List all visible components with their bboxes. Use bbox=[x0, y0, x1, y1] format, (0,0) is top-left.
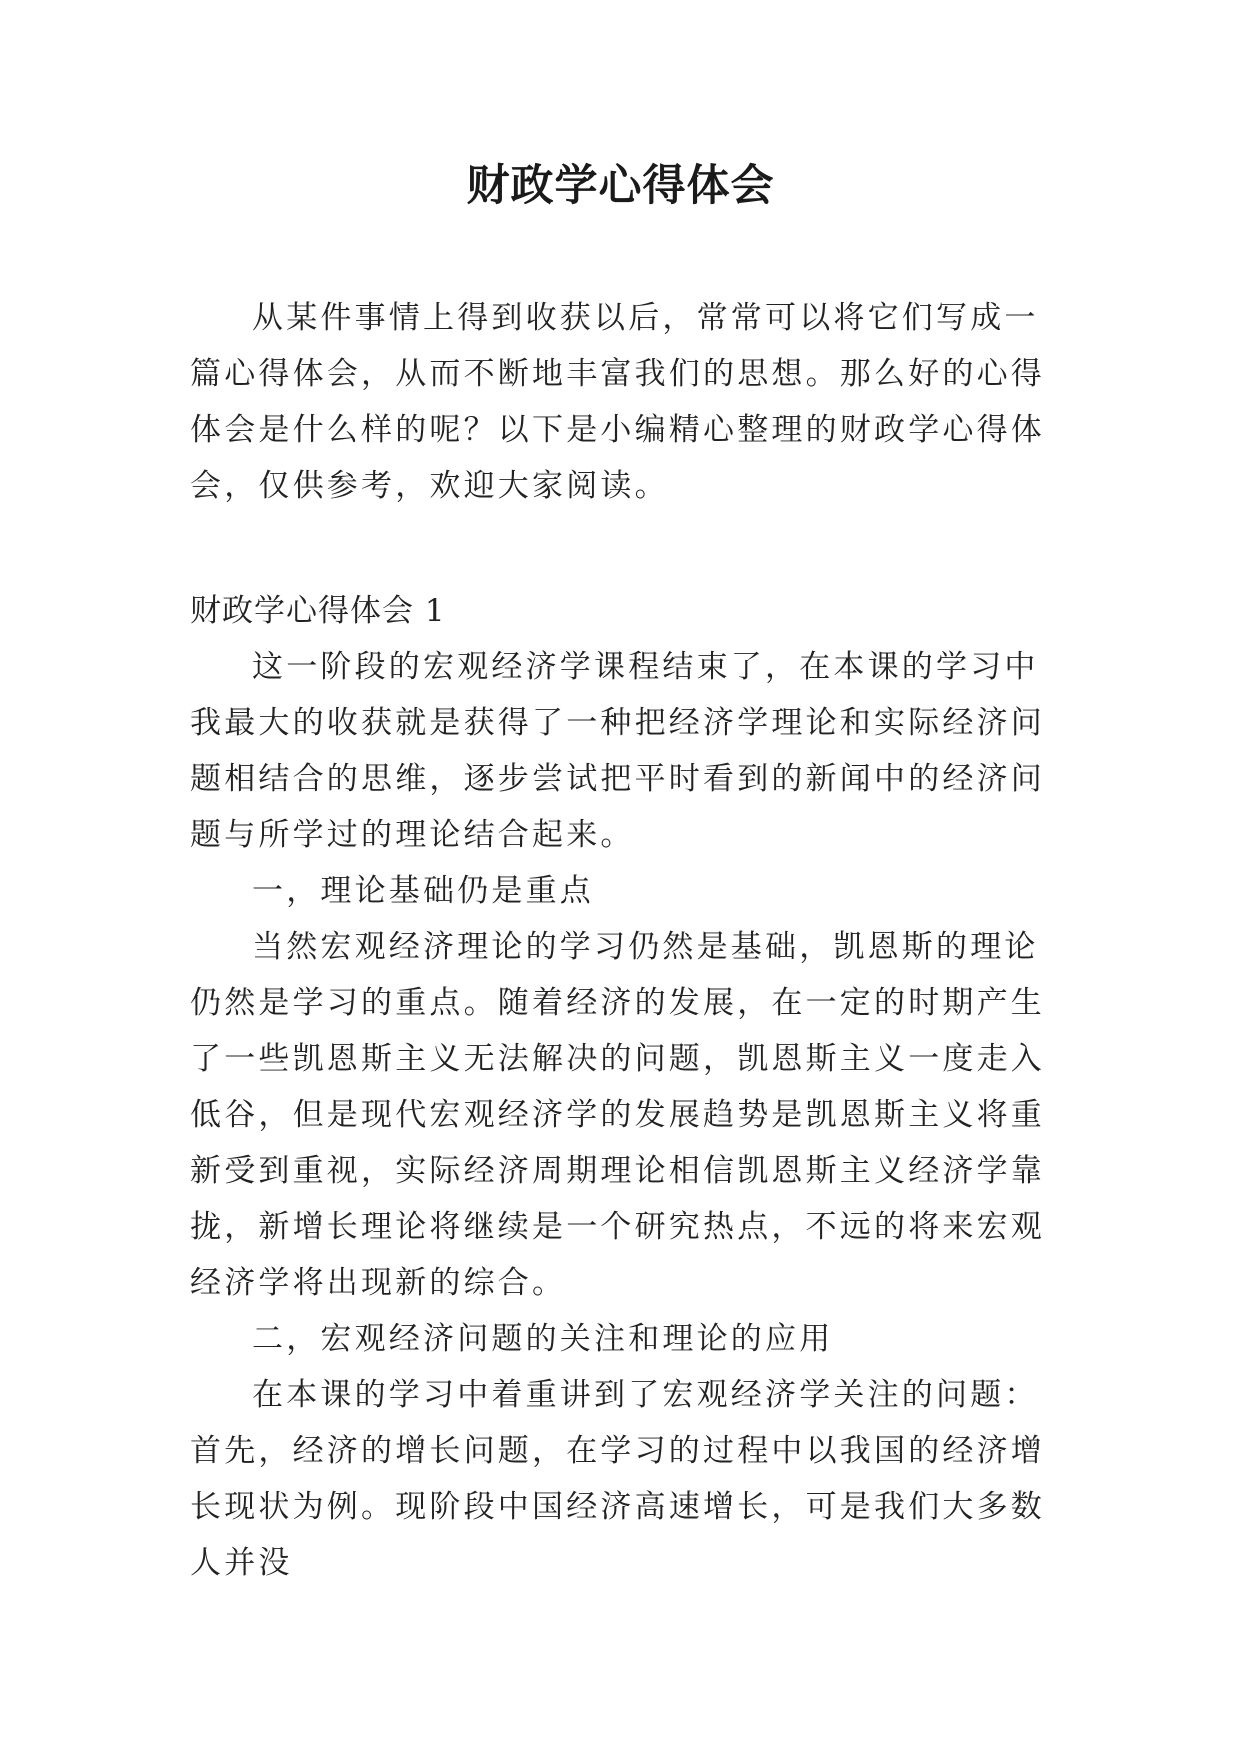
paragraph: 这一阶段的宏观经济学课程结束了，在本课的学习中我最大的收获就是获得了一种把经济学理论和实际经济问题相结合的思维，逐步尝试把平时看到的新闻中的经济问题与所学过的理论结合起来。 bbox=[190, 649, 1045, 853]
paragraph: 在本课的学习中着重讲到了宏观经济学关注的问题：首先，经济的增长问题，在学习的过程中以我国的经济增长现状为例。现阶段中国经济高速增长，可是我们大多数人并没 bbox=[190, 1377, 1045, 1581]
document-title: 财政学心得体会 bbox=[466, 161, 775, 211]
intro-text: 从某件事情上得到收获以后，常常可以将它们写成一篇心得体会，从而不断地丰富我们的思想。那么好的心得体会是什么样的呢？以下是小编精心整理的财政学心得体会，仅供参考，欢迎大家阅读。 bbox=[190, 300, 1045, 504]
intro-paragraph bbox=[190, 290, 1058, 514]
subheading-macro-issues: 二，宏观经济问题的关注和理论的应用 bbox=[252, 1321, 834, 1357]
section-heading: 财政学心得体会 1 bbox=[190, 593, 446, 629]
section-content bbox=[190, 639, 1058, 1591]
paragraph: 当然宏观经济理论的学习仍然是基础，凯恩斯的理论仍然是学习的重点。随着经济的发展，在一定的时期产生了一些凯恩斯主义无法解决的问题，凯恩斯主义一度走入低谷，但是现代宏观经济学的发展趋势是凯恩斯主义将重新受到重视，实际经济周期理论相信凯恩斯主义经济学靠拢，新增长理论将继续是一个研究热点，不远的将来宏观经济学将出现新的综合。 bbox=[190, 929, 1045, 1301]
subheading-theory-basis: 一，理论基础仍是重点 bbox=[252, 873, 594, 909]
